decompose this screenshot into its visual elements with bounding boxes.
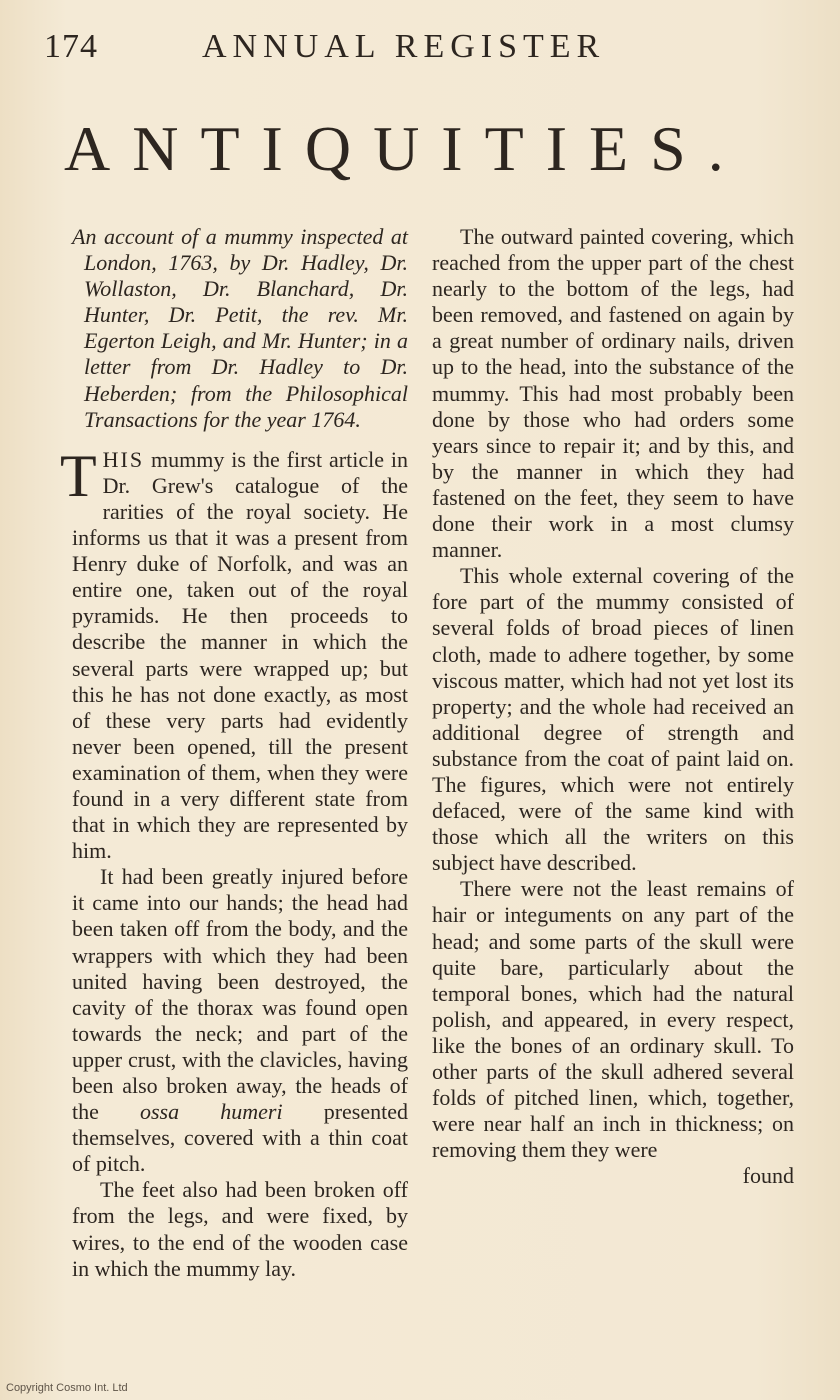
paragraph-2-text-b: presented themselves, covered with a thin coat of pitch. — [72, 1099, 408, 1177]
paragraph-2 — [72, 864, 408, 1177]
page-header — [44, 28, 780, 72]
section-title: ANTIQUITIES. — [64, 113, 746, 184]
paragraph-1-text: mummy is the first article in Dr. Grew's catalogue of the rarities of the royal society. He informs us that it was a present from Henry duke of Norfolk, and was an entire one, taken out of the royal pyramids. He then proceeds to describe the manner in which the several parts were wrapped up; but this he has not done exactly, as most of these very parts had evidently never been opened, till the present examination of them, when they were found in a very different state from that in which they are represented by him. — [72, 446, 408, 864]
running-head: ANNUAL REGISTER — [202, 28, 606, 65]
right-paragraph-1: The outward painted covering, which reached from the upper part of the chest nearly to the bottom of the legs, had been removed, and fastened on again by a great number of ordinary nails, driven up to the head, into the substance of the mummy. This had most probably been done by those who had orders some years since to repair it; and by this, and by the manner in which they had fastened on the feet, they seem to have done their work in a most clumsy manner. — [432, 224, 794, 563]
left-column — [60, 224, 408, 1282]
page-number: 174 — [44, 28, 98, 65]
drop-cap: T — [60, 442, 97, 509]
first-word: HIS — [102, 446, 145, 472]
right-column — [432, 224, 794, 1189]
paragraph-1 — [60, 442, 408, 865]
paragraph-3: The feet also had been broken off from the legs, and were fixed, by wires, to the end of the wooden case in which the mummy lay. — [72, 1177, 408, 1281]
paragraph-2-italic: ossa humeri — [140, 1099, 283, 1125]
copyright-watermark: Copyright Cosmo Int. Ltd — [6, 1382, 128, 1394]
right-paragraph-3: There were not the least remains of hair or integuments on any part of the head; and some parts of the skull were quite bare, particularly about the temporal bones, which had the natural polish, and appeared, in every respect, like the bones of an ordinary skull. To other parts of the skull adhered several folds of pitched linen, which, together, were near half an inch in thickness; on removing them they were — [432, 876, 794, 1163]
right-paragraph-2: This whole external covering of the fore part of the mummy consisted of several folds of broad pieces of linen cloth, made to adhere together, by some viscous matter, which had not yet lost its property; and the whole had received an additional degree of strength and substance from the coat of paint laid on. The figures, which were not entirely defaced, were of the same kind with those which all the writers on this subject have described. — [432, 563, 794, 876]
paragraph-2-text-a: It had been greatly injured before it came into our hands; the head had been taken off from the body, and the wrappers with which they had been united having been destroyed, the cavity of the thorax was found open towards the neck; and part of the upper crust, with the clavicles, having been also broken away, the heads of the — [72, 864, 408, 1125]
catchword: found — [742, 1163, 794, 1189]
article-intro: An account of a mummy inspected at London, 1763, by Dr. Hadley, Dr. Wollaston, Dr. Blanchard, Dr. Hunter, Dr. Petit, the rev. Mr. Egerton Leigh, and Mr. Hunter; in a letter from Dr. Hadley to Dr. Heberden; from the Philosophical Transactions for the year 1764. — [72, 224, 408, 432]
